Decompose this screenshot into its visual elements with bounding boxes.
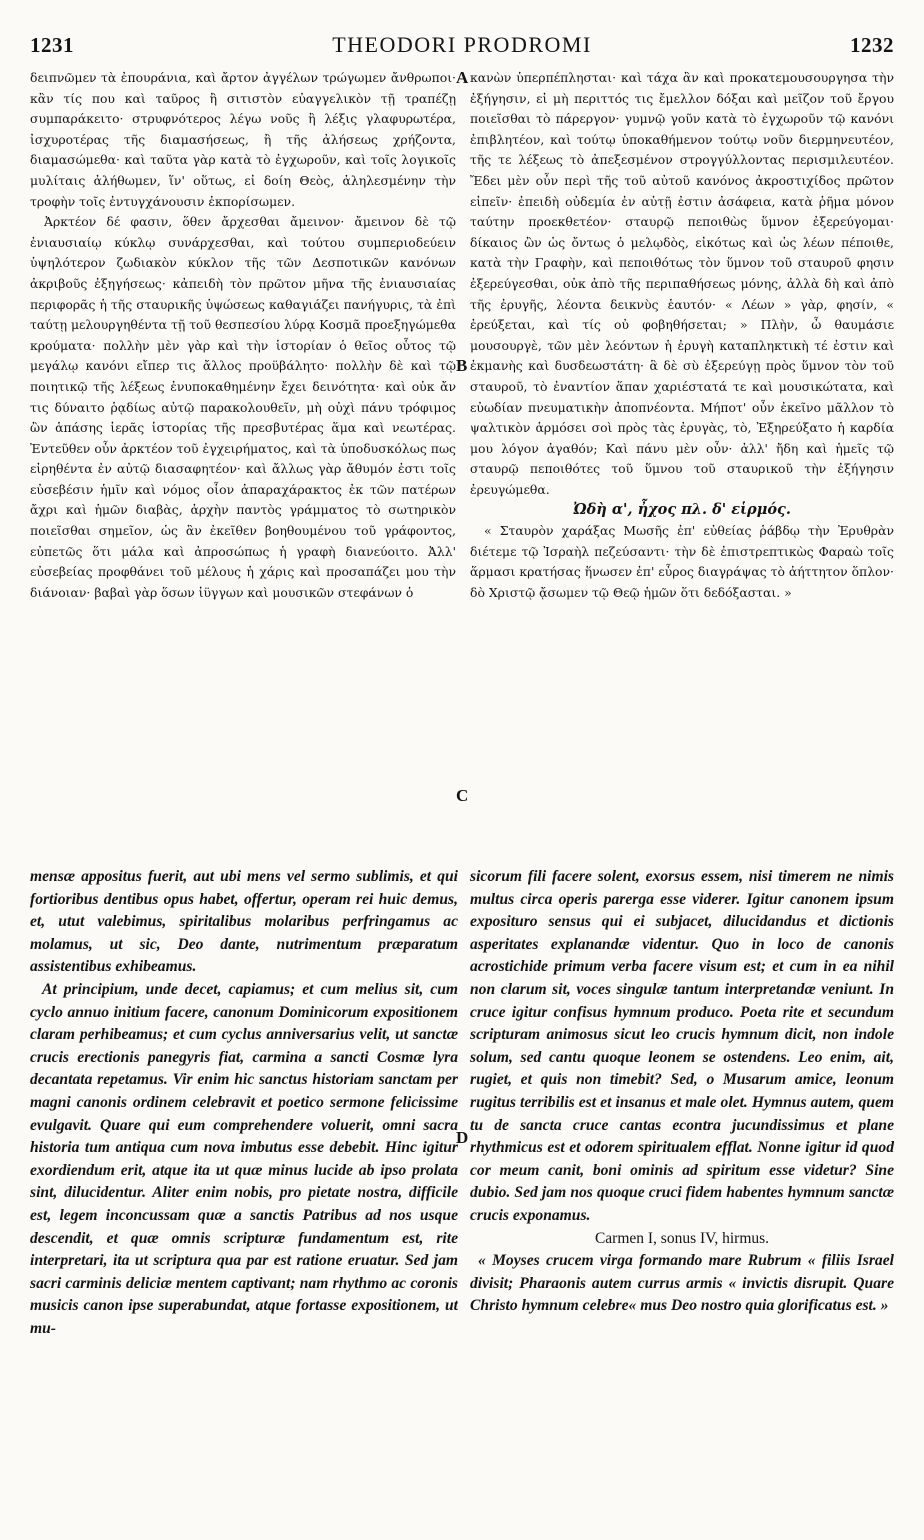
greek-left-paragraph-2: Ἀρκτέον δέ φασιν, ὅθεν ἄρχεσθαι ἄμεινον· ἄμεινον δὲ τῷ ἐνιαυσιαίῳ κύκλῳ συνάρχεσθαι, καὶ τούτου συμπεριοδεύειν ὑψηλότερον ζωδιακὸν κύκλον τῆς τῶν Δεσποτικῶν κανόνων ἀκριβοῦς ἐξηγήσεως· κἀπειδὴ τὸν πρῶτον μῆνα τῆς ἐνιαυσιαίας περιφορᾶς ἡ τῆς σταυρικῆς ὑψώσεως καθαγιάζει πανήγυρις, τὰ ἐπὶ ταύτῃ μελουργηθέντα τῇ τοῦ θεσπεσίου λύρᾳ Κοσμᾶ προεξηγώμεθα κρούματα· πολλὴν μὲν γὰρ καὶ τὴν ἱστορίαν ὁ θεῖος οὗτος τῷ μεγάλῳ κανόνι εἴπερ τις ἄλλος προϋβάλητο· πολλὴν δὲ καὶ τῷ ποιητικῷ τῆς λέξεως ἐνυποκαθημένην ἔχει δεινότητα· καὶ οὐκ ἄν τις δύναιτο ῥᾳδίως αὐτῷ παρακολουθεῖν, μὴ οὐχὶ πάνυ τρόφιμος ὢν ἁπάσης ἱερᾶς ἱστορίας τῆς πρεσβυτέρας ἅμα καὶ νεωτέρας. Ἐντεῦθεν οὖν ἀρκτέον τοῦ ἐγχειρήματος, καὶ τὰ ὑποδυσκόλως πως εἰρηθέντα ἐν αὐτῷ διασαφητέον· καὶ ἄλλως γὰρ ἄθυμόν ἐστι τοῖς εὐσεβέσιν ἡμῖν καὶ νόμος οἷον ἀπαραχάρακτος ἐκ τῶν πατέρων ἄχρι καὶ ἡμῶν διαβὰς, ἀρχὴν παντὸς γράμματος τὸ σωτηρικὸν ποιεῖσθαι σημεῖον, ὡς ἂν ἐκεῖθεν βοηθουμένου τοῦ γράφοντος, εὐπετῶς ὅτι μάλα καὶ ἀπροσώπως ἡ γραφὴ διανεύοιτο. Ἀλλ' εὐσεβείας προφθάνει τοῦ μέλους ἡ χάρις καὶ προσαπάζει μου τὴν διάνοιαν· βαβαὶ γὰρ ὅσων ἰϋγγων καὶ μουσικῶν στεφάνων ὁ — [30, 214, 456, 600]
latin-column-left — [30, 866, 458, 1526]
greek-column-left — [30, 68, 456, 828]
margin-letter-c: C — [456, 786, 469, 805]
page-header — [30, 32, 894, 68]
greek-hirmos-heading: Ὠδὴ α', ἦχος πλ. δ' εἱρμός. — [573, 501, 791, 519]
running-title: THEODORI PRODROMI — [332, 32, 592, 57]
latin-column-right — [470, 866, 894, 1526]
latin-hirmos-heading: Carmen I, sonus IV, hirmus. — [594, 1229, 770, 1247]
margin-letter-a: A — [456, 68, 469, 87]
latin-left-paragraph-1: mensæ appositus fuerit, aut ubi mens vel sermo sublimis, et qui fortioribus dentibus opus habet, offertur, operam rei huic demus, et, utut valebimus, spiritalibus molaribus perfringamus ac molamus, ut sic, Deo dante, nutrimentum præparatum assistentibus exhibeamus. — [30, 868, 458, 976]
greek-column-right — [470, 68, 894, 880]
latin-hirmos-text: « Moyses crucem virga formando mare Rubrum « filiis Israel divisit; Pharaonis autem currus armis « invictis disrupit. Quare Christo hymnum celebre« mus Deo nostro quia glorificatus est. » — [470, 1252, 894, 1315]
greek-left-paragraph-1: δειπνῶμεν τὰ ἐπουράνια, καὶ ἄρτον ἀγγέλων τρώγωμεν ἄνθρωποι· κἂν τίς που καὶ ταῦρος ἢ σιτιστὸν εὐαγγελικὸν τῇ τραπέζῃ συμπαράκειτο· στρυφνότερος λέγω νοῦς ἢ λέξις γλαφυρωτέρα, ἰσχυροτέρας τῆς διαμασήσεως, ἢ τῆς ἀλήσεως χρήζοντα, διαμασώμεθα· καὶ ταῦτα γὰρ κατὰ τὸ ἐγχωροῦν, καὶ τοῖς λογικοῖς μυλίταις ἀλήθωμεν, ἵν' οὕτως, εἰ δοίη Θεὸς, ἀληλεσμένην τὴν τροφὴν τοῖς ἐντυγχάνουσιν ἐκπορίσωμεν. — [30, 70, 456, 209]
margin-letter-b: B — [456, 356, 468, 375]
page-number-left: 1231 — [30, 33, 74, 57]
margin-letter-d: D — [456, 1128, 469, 1147]
latin-right-paragraph-1: sicorum fili facere solent, exorsus essem, nisi timerem ne nimis multus circa operis parerga esse viderer. Igitur canonem ipsum expositurο sensus qui ei subjacet, dilucidandus et dictionis asperitates explanandæ videntur. Quo in loco de canonis acrostichide primum verba facere visum est; et cum in ea nihil non clarum sit, voces singulæ tantum interpretandæ veniunt. In cruce igitur confisus hymnum produco. Poeta rite et secundum scripturam animosus sicut leo crucis hymnum dicit, non indole solum, sed cantu quoque leonem se ostendens. Leo enim, ait, rugiet, et quis non timebit? Sed, o Musarum amice, leonum rugitus terribilis est et insanus et male olet. Hymnus autem, quem tu de sancta cruce cantas econtra jucundissimus et plane rhythmicus est et odorem spiritualem efflat. Nonne igitur id quod cor meum canit, boni ominis ad spiritum esse videtur? Sine dubio. Sed jam nos quoque cruci fidem habentes hymnum sanctæ crucis exponamus. — [470, 868, 894, 1224]
greek-right-paragraph-1: κανὼν ὑπερπέπλησται· καὶ τάχα ἂν καὶ προκατεμουσουργησα τὴν ἐξήγησιν, εἰ μὴ περιττός τις ἔμελλον δόξαι καὶ μεῖζον τοῦ ἔργου ποιεῖσθαι τὸ πάρεργον· γυμνῷ γοῦν κατὰ τὸ ἐγχωροῦν τῷ κανόνι ἐπιβλητέον, καὶ τούτῳ ὑποκαθήμενον τούτῳ νοῦν διερμηνευτέον, τῆς τε λέξεως τὸ ἀπεξεσμένον στρογγύλλοντας περισμιλευτέον. Ἔδει μὲν οὖν περὶ τῆς τοῦ αὐτοῦ κανόνος ἀκροστιχίδος πρῶτον εἰπεῖν· ἐπειδὴ οὐδεμία ἐν αὐτῇ ἐστιν ἀσάφεια, κατὰ ῥῆμα μόνον ταύτην προεκθετέον· σταυρῷ πεποιθὼς ὕμνον ἐξερεύγομαι· δίκαιος ὢν ὡς ὄντως ὁ μελῳδὸς, εἰκότως καὶ ὡς λέων πέποιθε, κατὰ τὴν Γραφὴν, καὶ πεποιθότως τὸν ὕμνον τοῦ σταυροῦ φησιν ἐξερεύγεσθαι, οὐκ ἀπὸ τῆς περιπαθήσεως μόνης, ἀλλὰ δὴ καὶ ἀπὸ τῆς ἐρυγῆς, λέοντα δεικνὺς ἑαυτόν· « Λέων » γὰρ, φησίν, « ἐρεύξεται, καὶ τίς οὐ φοβηθήσεται; » Πλὴν, ὦ θαυμάσιε μουσουργὲ, τῶν μὲν λεόντων ἡ ἐρυγὴ καταπληκτικὴ τέ ἐστιν καὶ ἐκμανὴς καὶ δυσδεωστάτη· ἃ δὲ σὺ ἐξερεύγῃ πρὸς ὕμνον τὸν τοῦ σταυροῦ, τὸ ἐναντίον ἅπαν χαριέστατά τε καὶ μουσικώτατα, καὶ εὐωδίαν πνευματικὴν ἀποπνέοντα. Μήποτ' οὖν ἐκεῖνο μᾶλλον τὸ ψαλτικὸν ἁρμόσει σοὶ πρὸς τὰς ἐρυγὰς, τὸ, Ἐξηρεύξατο ἡ καρδία μου λόγον ἀγαθόν; Καὶ πάνυ μὲν οὖν· ἀλλ' ἤδη καὶ ἡμεῖς τῷ σταυρῷ πεποιθότες τοῦ ὕμνου τοῦ σταυρικοῦ τὴν ἐξήγησιν ἐρευγώμεθα. — [470, 70, 894, 497]
greek-hirmos-text: « Σταυρὸν χαράξας Μωσῆς ἐπ' εὐθείας ῥάβδῳ τὴν Ἐρυθρὰν διέτεμε τῷ Ἰσραὴλ πεζεύσαντι· τὴν δὲ ἐπιστρεπτικὼς Φαραὼ τοῖς ἅρμασι κρατήσας ἥνωσεν ἐπ' εὖρος διαγράψας τὸ ἀήττητον ὅπλον· δὸ Χριστῷ ᾄσωμεν τῷ Θεῷ ἡμῶν ὅτι δεδόξασται. » — [470, 523, 894, 600]
latin-left-paragraph-2: At principium, unde decet, capiamus; et cum melius sit, cum cyclo annuo initium facere, canonum Dominicorum expositionem claram perhibeamus; et cum cyclus anniversarius velit, ut sanctæ crucis erectionis panegyris fiat, carmina a sancti Cosmæ lyra decantata repetamus. Vir enim hic sanctus historiam sanctam per magni canonis ordinem celebravit et poetico sermone felicissime evulgavit. Quare qui eum comprehendere voluerit, omni sacra historia tum antiqua cum nova imbutus esse debebit. Hinc igitur exordiendum erit, atque ita ut quæ minus lucide ab ipso prolata sint, dilucidentur. Aliter enim nobis, pro pietate nostra, difficile est, legem inconcussam quæ a sanctis Patribus ad nos usque descendit, et quæ omnis scripturæ fundamentum est, rite interpretari, ita ut scriptura qua par est ratione eruatur. Sed jam sacri carminis deliciæ mentem captivant; nam rhythmo ac coronis musicis canon ipse superabundat, atque fortasse expositionem, ut mu- — [30, 980, 458, 1337]
page-number-right: 1232 — [850, 33, 894, 57]
